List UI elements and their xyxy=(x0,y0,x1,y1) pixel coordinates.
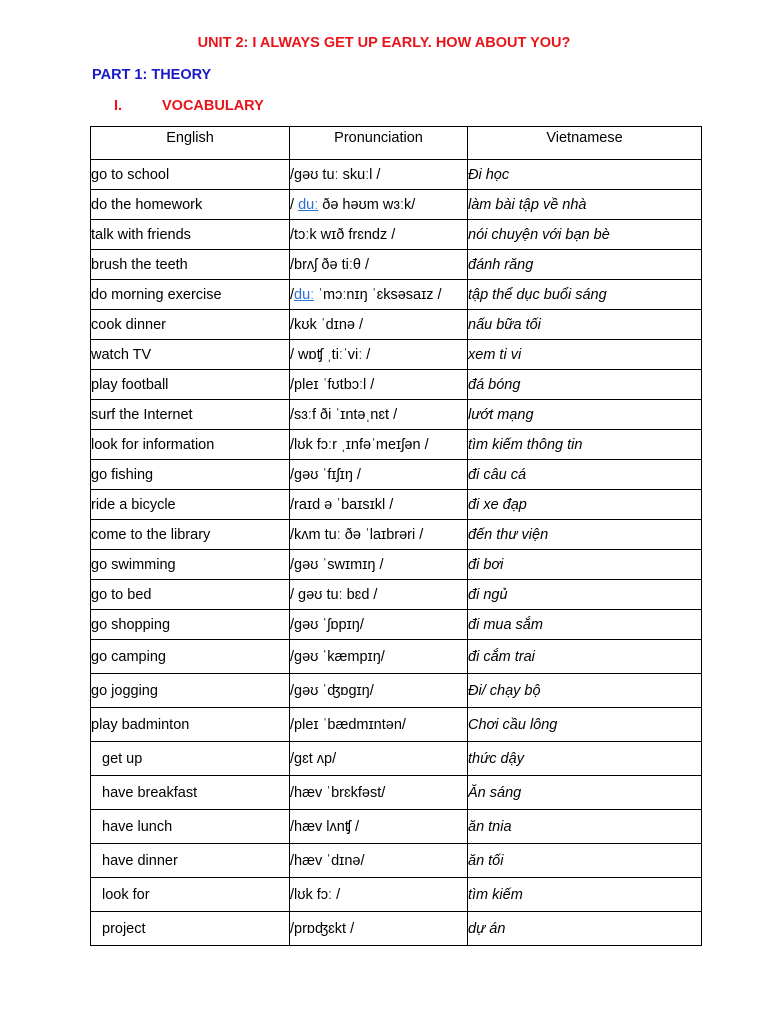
pronunciation-cell: /prɒʤɛkt / xyxy=(290,912,468,946)
english-cell: go to school xyxy=(91,160,290,190)
pronunciation-cell: /kʊk ˈdɪnə / xyxy=(290,310,468,340)
vietnamese-cell: đi cắm trai xyxy=(468,640,702,674)
table-row xyxy=(91,190,702,220)
english-cell: do morning exercise xyxy=(91,280,290,310)
table-row xyxy=(91,460,702,490)
pronunciation-cell: /pleɪ ˈfʊtbɔːl / xyxy=(290,370,468,400)
english-cell: cook dinner xyxy=(91,310,290,340)
table-row xyxy=(91,220,702,250)
vietnamese-cell: thức dậy xyxy=(468,742,702,776)
table-header-row xyxy=(91,127,702,160)
vietnamese-cell: Chơi cầu lông xyxy=(468,708,702,742)
vocabulary-table xyxy=(90,126,702,946)
table-row xyxy=(91,810,702,844)
vietnamese-cell: đá bóng xyxy=(468,370,702,400)
vietnamese-cell: lướt mạng xyxy=(468,400,702,430)
vietnamese-cell: đi ngủ xyxy=(468,580,702,610)
vietnamese-cell: nói chuyện với bạn bè xyxy=(468,220,702,250)
table-row xyxy=(91,340,702,370)
vietnamese-cell: xem ti vi xyxy=(468,340,702,370)
english-cell: brush the teeth xyxy=(91,250,290,280)
pronunciation-cell xyxy=(290,190,468,220)
vietnamese-cell: làm bài tập về nhà xyxy=(468,190,702,220)
section-number: I. xyxy=(114,98,123,114)
pronunciation-prefix: / xyxy=(290,196,299,213)
pronunciation-cell: /brʌʃ ðə tiːθ / xyxy=(290,250,468,280)
vietnamese-cell: ăn tnia xyxy=(468,810,702,844)
english-cell: come to the library xyxy=(91,520,290,550)
english-cell: watch TV xyxy=(91,340,290,370)
table-row xyxy=(91,520,702,550)
pronunciation-cell xyxy=(290,280,468,310)
table-row xyxy=(91,430,702,460)
table-row xyxy=(91,742,702,776)
pronunciation-cell: /gəʊ tuː skuːl / xyxy=(290,160,468,190)
pronunciation-cell: /hæv lʌnʧ / xyxy=(290,810,468,844)
pronunciation-prefix: / xyxy=(290,286,295,303)
english-cell: ride a bicycle xyxy=(91,490,290,520)
table-row xyxy=(91,878,702,912)
document-title: UNIT 2: I ALWAYS GET UP EARLY. HOW ABOUT YOU? xyxy=(197,35,571,51)
pronunciation-cell: / gəʊ tuː bɛd / xyxy=(290,580,468,610)
pronunciation-link[interactable]: duː xyxy=(294,286,315,303)
pronunciation-cell: /lʊk fɔːr ˌɪnfəˈmeɪʃən / xyxy=(290,430,468,460)
table-row xyxy=(91,640,702,674)
english-cell: do the homework xyxy=(91,190,290,220)
vietnamese-cell: đi câu cá xyxy=(468,460,702,490)
pronunciation-cell: /hæv ˈbrɛkfəst/ xyxy=(290,776,468,810)
pronunciation-cell: /gəʊ ˈkæmpɪŋ/ xyxy=(290,640,468,674)
table-row xyxy=(91,580,702,610)
vietnamese-cell: đi mua sắm xyxy=(468,610,702,640)
table-row xyxy=(91,370,702,400)
table-row xyxy=(91,708,702,742)
vietnamese-cell: đi bơi xyxy=(468,550,702,580)
english-cell: look for xyxy=(91,878,290,912)
english-cell: have breakfast xyxy=(91,776,290,810)
english-cell: go to bed xyxy=(91,580,290,610)
pronunciation-cell: /kʌm tuː ðə ˈlaɪbrəri / xyxy=(290,520,468,550)
table-row xyxy=(91,844,702,878)
pronunciation-suffix: ðə həʊm wɜːk/ xyxy=(318,196,416,213)
english-cell: play football xyxy=(91,370,290,400)
english-cell: go swimming xyxy=(91,550,290,580)
table-row xyxy=(91,280,702,310)
vietnamese-cell: tìm kiếm xyxy=(468,878,702,912)
vietnamese-cell: dự án xyxy=(468,912,702,946)
pronunciation-cell: /lʊk fɔː / xyxy=(290,878,468,912)
english-cell: get up xyxy=(91,742,290,776)
table-row xyxy=(91,776,702,810)
pronunciation-cell: /hæv ˈdɪnə/ xyxy=(290,844,468,878)
table-row xyxy=(91,400,702,430)
pronunciation-cell: /gəʊ ˈʤɒgɪŋ/ xyxy=(290,674,468,708)
part-heading: PART 1: THEORY xyxy=(92,67,212,83)
table-row xyxy=(91,310,702,340)
vietnamese-cell: đánh răng xyxy=(468,250,702,280)
pronunciation-cell: /gəʊ ˈfɪʃɪŋ / xyxy=(290,460,468,490)
english-cell: look for information xyxy=(91,430,290,460)
english-cell: project xyxy=(91,912,290,946)
english-cell: have lunch xyxy=(91,810,290,844)
pronunciation-link[interactable]: duː xyxy=(298,196,319,213)
header-english: English xyxy=(91,127,290,160)
vietnamese-cell: đến thư viện xyxy=(468,520,702,550)
table-row xyxy=(91,912,702,946)
vietnamese-cell: Đi/ chạy bộ xyxy=(468,674,702,708)
english-cell: talk with friends xyxy=(91,220,290,250)
english-cell: go shopping xyxy=(91,610,290,640)
vietnamese-cell: tìm kiếm thông tin xyxy=(468,430,702,460)
vietnamese-cell: ăn tối xyxy=(468,844,702,878)
section-title: VOCABULARY xyxy=(162,98,264,114)
pronunciation-suffix: ˈmɔːnɪŋ ˈɛksəsaɪz / xyxy=(314,286,442,303)
table-row xyxy=(91,550,702,580)
table-row xyxy=(91,610,702,640)
pronunciation-cell: /gəʊ ˈʃɒpɪŋ/ xyxy=(290,610,468,640)
english-cell: go jogging xyxy=(91,674,290,708)
vietnamese-cell: đi xe đạp xyxy=(468,490,702,520)
pronunciation-cell: /tɔːk wɪð frɛndz / xyxy=(290,220,468,250)
vietnamese-cell: Đi học xyxy=(468,160,702,190)
english-cell: play badminton xyxy=(91,708,290,742)
english-cell: surf the Internet xyxy=(91,400,290,430)
header-vietnamese: Vietnamese xyxy=(468,127,702,160)
pronunciation-cell: /gɛt ʌp/ xyxy=(290,742,468,776)
vietnamese-cell: tập thể dục buổi sáng xyxy=(468,280,702,310)
table-row xyxy=(91,490,702,520)
english-cell: go camping xyxy=(91,640,290,674)
pronunciation-cell: /raɪd ə ˈbaɪsɪkl / xyxy=(290,490,468,520)
table-row xyxy=(91,674,702,708)
header-pronunciation: Pronunciation xyxy=(290,127,468,160)
table-row xyxy=(91,160,702,190)
pronunciation-cell: /gəʊ ˈswɪmɪŋ / xyxy=(290,550,468,580)
english-cell: go fishing xyxy=(91,460,290,490)
pronunciation-cell: /pleɪ ˈbædmɪntən/ xyxy=(290,708,468,742)
pronunciation-cell: /sɜːf ði ˈɪntəˌnɛt / xyxy=(290,400,468,430)
vietnamese-cell: nấu bữa tối xyxy=(468,310,702,340)
pronunciation-cell: / wɒʧ ˌtiːˈviː / xyxy=(290,340,468,370)
vietnamese-cell: Ăn sáng xyxy=(468,776,702,810)
table-row xyxy=(91,250,702,280)
english-cell: have dinner xyxy=(91,844,290,878)
